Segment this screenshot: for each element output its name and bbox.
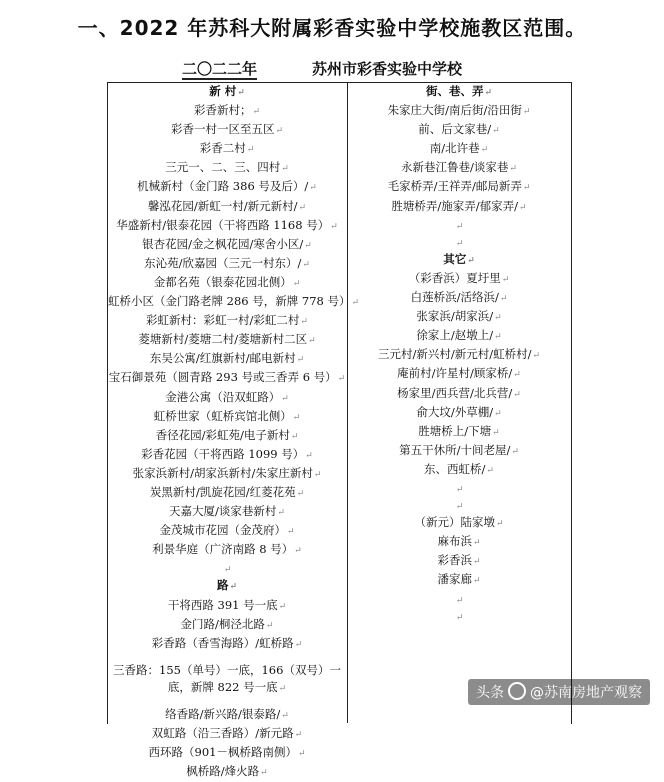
entry-text: （新元）陆家墩 (414, 515, 495, 530)
entry-text: 络香路/新兴路/银泰路/ (165, 707, 281, 721)
return-mark: ↵ (275, 126, 284, 137)
entry-text: 东吴公寓/红旗新村/邮电新村 (149, 351, 296, 366)
entry-text: 彩虹新村：彩虹一村/彩虹二村 (146, 313, 300, 328)
return-mark: ↵ (278, 601, 287, 612)
area-entry (108, 217, 346, 236)
blank-line (108, 698, 346, 706)
blank-line (349, 497, 569, 514)
entry-text: 枫桥路/烽火路 (186, 764, 260, 779)
entry-text: 张家浜新村/胡家浜新村/朱家庄新村 (132, 465, 313, 480)
year-text: 二〇二二年 (182, 60, 258, 78)
entry-text: 机械新村（金门路 386 号及后）/ (137, 179, 309, 194)
area-entry (108, 541, 346, 560)
area-entry (349, 289, 569, 308)
blank-line (349, 608, 569, 625)
return-mark: ↵ (492, 427, 500, 438)
area-entry (108, 236, 346, 255)
return-mark: ↵ (499, 294, 508, 305)
return-mark: ↵ (286, 527, 295, 538)
return-mark: ↵ (302, 259, 310, 270)
return-mark: ↵ (455, 612, 464, 623)
entry-text: 徐家上/赵墩上/ (416, 328, 494, 343)
return-mark: ↵ (495, 519, 504, 530)
area-entry (108, 408, 346, 427)
entry-text: 东、西虹桥/ (424, 461, 486, 476)
area-entry (108, 198, 346, 217)
entry-text: 俞大坟/外草棚/ (416, 404, 494, 419)
entry-text: 南/北许巷 (429, 141, 480, 156)
return-mark: ↵ (305, 450, 313, 461)
area-entry (108, 293, 360, 312)
area-entry (349, 140, 569, 159)
entry-text: 彩香浜 (437, 553, 472, 568)
entry-text: 彩香路（香雪海路）/虹桥路 (151, 635, 294, 650)
return-mark: ↵ (351, 298, 360, 309)
return-mark: ↵ (480, 145, 489, 156)
return-mark: ↵ (513, 370, 521, 381)
area-entry (108, 102, 346, 121)
area-entry (108, 140, 346, 159)
return-mark: ↵ (494, 313, 502, 324)
entry-text: 庵前村/许星村/顾家桥/ (397, 366, 513, 381)
entry-text: 三香路：155（单号）一底，166（双号）一底，新牌 822 号一底 (113, 662, 341, 694)
area-entry (349, 571, 569, 590)
return-mark: ↵ (486, 465, 494, 476)
return-mark: ↵ (223, 565, 232, 576)
return-mark: ↵ (281, 164, 289, 175)
blank-line (349, 591, 569, 608)
entry-text: 干将西路 391 号一底 (167, 597, 278, 612)
area-entry (108, 389, 346, 408)
return-mark: ↵ (519, 202, 527, 213)
area-entry (108, 178, 346, 197)
entry-text: 三元一、二、三、四村 (165, 160, 281, 175)
entry-text: 潘家廊 (437, 572, 472, 587)
area-entry (108, 484, 346, 503)
area-entry (349, 365, 569, 384)
residential-and-road-column (108, 83, 360, 782)
area-entry (108, 744, 346, 763)
return-mark: ↵ (300, 317, 308, 328)
return-mark: ↵ (455, 221, 464, 232)
return-mark: ↵ (337, 374, 346, 385)
area-entry (108, 706, 346, 725)
return-mark: ↵ (511, 446, 519, 457)
area-entry (349, 270, 569, 289)
account-icon (508, 682, 526, 700)
return-mark: ↵ (304, 240, 312, 251)
entry-text: 其它 (443, 251, 467, 266)
entry-text: 彩香新村； (193, 103, 252, 118)
entry-text: 宝石御景苑（圆青路 293 号或三香弄 6 号） (108, 370, 337, 385)
return-mark: ↵ (308, 336, 316, 347)
return-mark: ↵ (294, 730, 303, 741)
area-entry (108, 725, 346, 744)
entry-text: 金港公寓（沿双虹路） (165, 389, 281, 404)
return-mark: ↵ (296, 488, 305, 499)
entry-text: 金门路/桐泾北路 (180, 616, 265, 631)
area-entry (349, 552, 569, 571)
entry-text: 张家浜/胡家浜/ (416, 309, 494, 324)
entry-text: 双虹路（沿三香路）/新元路 (151, 726, 294, 741)
entry-text: 华盛新村/银泰花园（干将西路 1168 号） (116, 217, 330, 232)
entry-text: 第五干休所/十间老屋/ (399, 442, 511, 457)
area-entry (108, 274, 346, 293)
entry-text: 金茂城市花园（金茂府） (159, 523, 286, 538)
entry-text: 香径花园/彩虹苑/电子新村 (155, 427, 290, 442)
watermark-platform: 头条 (476, 685, 504, 701)
return-mark: ↵ (296, 355, 305, 366)
entry-text: 胜塘桥弄/施家弄/郁家弄/ (391, 198, 519, 213)
return-mark: ↵ (229, 582, 238, 593)
return-mark: ↵ (484, 88, 493, 98)
area-entry (108, 427, 346, 446)
area-entry (349, 327, 569, 346)
return-mark: ↵ (455, 238, 464, 249)
return-mark: ↵ (294, 546, 302, 557)
page-title: 一、2022 年苏科大附属彩香实验中学校施教区范围。 (77, 16, 587, 40)
area-entry (349, 308, 569, 327)
entry-text: 前、后文家巷/ (418, 122, 492, 137)
area-entry (108, 597, 346, 616)
area-entry (108, 763, 346, 782)
return-mark: ↵ (330, 221, 338, 232)
area-entry (108, 331, 346, 350)
area-entry (108, 465, 346, 484)
return-mark: ↵ (509, 164, 517, 175)
entry-text: 毛家桥弄/王祥弄/邮局新弄 (387, 179, 522, 194)
entry-text: 虹桥世家（虹桥宾馆北侧） (153, 408, 292, 423)
section-heading (349, 251, 569, 270)
area-entry (349, 423, 569, 442)
area-entry (108, 369, 346, 388)
area-entry (108, 503, 346, 522)
return-mark: ↵ (278, 683, 287, 694)
return-mark: ↵ (455, 595, 464, 606)
blank-line (349, 217, 569, 234)
return-mark: ↵ (237, 88, 245, 98)
area-entry (108, 121, 346, 140)
section-heading (108, 577, 346, 596)
entry-text: 彩香一村一区至五区 (170, 122, 275, 137)
return-mark: ↵ (294, 639, 303, 650)
blank-line (349, 480, 569, 497)
entry-text: 炭黑新村/凯旋花园/红菱花苑 (149, 484, 296, 499)
area-entry (349, 159, 569, 178)
return-mark: ↵ (292, 412, 301, 423)
return-mark: ↵ (309, 183, 317, 194)
entry-text: 三元村/新兴村/新元村/虹桥村/ (377, 347, 532, 362)
watermark (468, 679, 650, 705)
area-entry (108, 255, 346, 274)
entry-text: 新 村 (209, 84, 237, 98)
area-entry (108, 635, 346, 654)
area-entry (349, 533, 569, 552)
return-mark: ↵ (472, 576, 481, 587)
area-entry (108, 446, 346, 465)
entry-text: 彩香二村 (199, 141, 246, 156)
area-entry (108, 350, 346, 369)
entry-text: 杨家里/西兵营/北兵营/ (397, 385, 513, 400)
watermark-account: @苏南房地产观察 (530, 685, 642, 701)
area-entry (108, 159, 346, 178)
return-mark: ↵ (260, 768, 268, 779)
column-divider (347, 82, 348, 723)
return-mark: ↵ (297, 749, 306, 760)
entry-text: 街、巷、弄 (425, 84, 484, 98)
return-mark: ↵ (501, 274, 510, 285)
return-mark: ↵ (532, 351, 541, 362)
area-entry (108, 662, 346, 698)
return-mark: ↵ (472, 557, 481, 568)
return-mark: ↵ (494, 408, 502, 419)
section-heading (108, 83, 346, 102)
area-entry (108, 616, 346, 635)
return-mark: ↵ (246, 145, 255, 156)
return-mark: ↵ (313, 469, 322, 480)
area-entry (349, 442, 569, 461)
school-text: 苏州市彩香实验中学校 (312, 60, 463, 78)
area-entry (349, 121, 569, 140)
return-mark: ↵ (265, 620, 274, 631)
return-mark: ↵ (522, 107, 531, 118)
return-mark: ↵ (513, 389, 521, 400)
area-entry (349, 461, 569, 480)
blank-line (108, 654, 346, 662)
return-mark: ↵ (292, 278, 301, 289)
entry-text: 利景华庭（广济南路 8 号） (152, 542, 294, 557)
return-mark: ↵ (522, 183, 531, 194)
return-mark: ↵ (467, 255, 475, 266)
area-entry (108, 312, 346, 331)
return-mark: ↵ (281, 711, 289, 721)
return-mark: ↵ (290, 431, 299, 442)
return-mark: ↵ (455, 502, 464, 513)
area-entry (349, 404, 569, 423)
area-entry (349, 102, 569, 121)
entry-text: 东沁苑/欣嘉园（三元一村东）/ (144, 255, 302, 270)
entry-text: 菱塘新村/菱塘二村/菱塘新村二区 (138, 332, 308, 347)
return-mark: ↵ (472, 538, 481, 549)
entry-text: 馨泓花园/新虹一村/新元新村/ (147, 198, 298, 213)
entry-text: 虹桥小区（金门路老牌 286 号，新牌 778 号） (108, 294, 351, 309)
entry-text: 西环路（901－枫桥路南侧） (148, 745, 297, 760)
area-entry (108, 522, 346, 541)
return-mark: ↵ (252, 107, 261, 118)
subheader-school (312, 58, 462, 79)
area-entry (349, 346, 569, 365)
area-entry (349, 178, 569, 197)
lane-and-other-column (349, 83, 569, 625)
return-mark: ↵ (281, 393, 289, 404)
subheader-year (182, 58, 257, 79)
entry-text: 白莲桥浜/活络浜/ (410, 290, 499, 305)
entry-text: 永新巷江鲁巷/谈家巷 (401, 160, 509, 175)
entry-text: 彩香花园（干将西路 1099 号） (141, 446, 305, 461)
section-heading (349, 83, 569, 102)
return-mark: ↵ (492, 126, 500, 137)
area-entry (349, 385, 569, 404)
return-mark: ↵ (455, 484, 464, 495)
blank-line (349, 234, 569, 251)
entry-text: 路 (216, 578, 229, 593)
entry-text: 天嘉大厦/谈家巷新村 (169, 504, 277, 519)
area-entry (349, 514, 569, 533)
entry-text: （彩香浜）夏圩里 (408, 270, 501, 285)
entry-text: 金都名苑（银泰花园北侧） (153, 274, 292, 289)
entry-text: 朱家庄大街/南后街/沿田街 (387, 103, 522, 118)
blank-line (108, 560, 346, 577)
return-mark: ↵ (298, 202, 307, 213)
entry-text: 胜塘桥上/下塘 (418, 423, 492, 438)
entry-text: 银杏花园/金之枫花园/寒舍小区/ (142, 236, 304, 251)
return-mark: ↵ (277, 508, 285, 519)
area-entry (349, 198, 569, 217)
return-mark: ↵ (494, 332, 502, 343)
entry-text: 麻布浜 (437, 534, 472, 549)
